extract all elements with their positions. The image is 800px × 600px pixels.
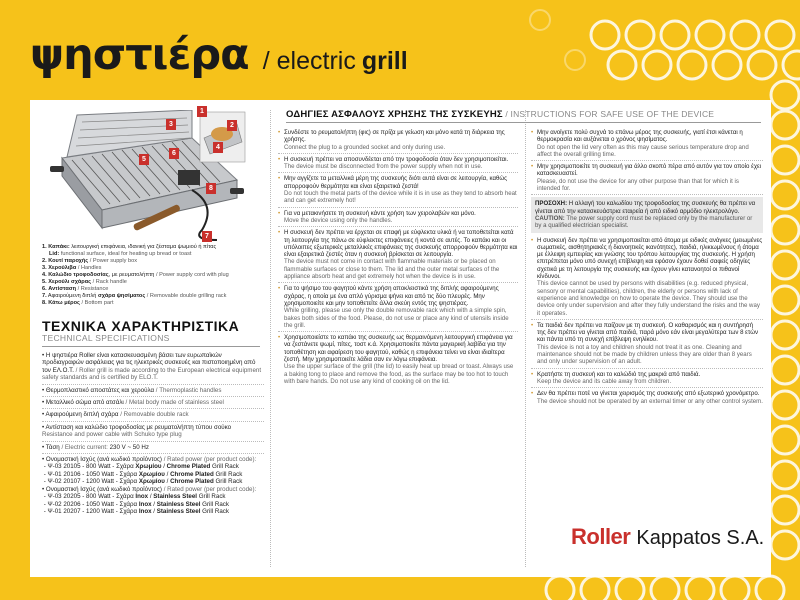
photo-number: 3 xyxy=(166,119,176,130)
specs-heading: ΤΕΧΝΙΚΑ ΧΑΡΑΚΤΗΡΙΣΤΙΚΑ xyxy=(42,318,240,334)
list-item: • Μην αγγίζετε τα μεταλλικά μέρη της συσκευής διότι αυτά είναι σε λειτουργία, καθώς απορροφούν θερμότητα και είναι εξαιρετικά ζεστά! Do not touch the metal parts of the device while it is in use as they tend to absorb heat and can get extremely hot! xyxy=(278,173,518,207)
list-item: • Μην ανοίγετε πολύ συχνά το επάνω μέρος της συσκευής, γιατί έτσι κάνεται η θερμοκρασία και αυξάνεται ο χρόνος ψησίματος. Do not open the lid very often as this may cause serious temperature drop and affect the overall grilling time. xyxy=(531,127,763,161)
list-item: • Για το ψήσιμο του φαγητού κάντε χρήση αποκλειστικά της διπλής αφαιρούμενης σχάρας, η οποία με ένα απλό γύρισμα ψήνει και από τις δύο πλευρές. Μην χρησιμοποιείτε και μην τοποθετείτε άλλα σκεύη εντός της ψηστιέρας. While grilling, please use only the double removable rack which with a simple spin, bakes both sides of the food. Please, do not use or place any kind of utensils inside the grill. xyxy=(278,283,518,332)
photo-number: 1 xyxy=(197,106,207,117)
parts-list xyxy=(42,244,264,307)
content-card xyxy=(30,100,771,577)
list-item: • Για να μετακινήσετε τη συσκευή κάντε χρήση των χειρολαβών και μόνο. Move the device using only the handles. xyxy=(278,208,518,228)
title-bold: grill xyxy=(361,47,408,75)
list-item: • Αντίσταση και καλώδιο τροφοδοσίας με ρευματολήπτη τύπου σούκο Resistance and power cable with Schuko type plug xyxy=(42,422,264,442)
list-item: 7. Αφαιρούμενη διπλή σχάρα ψησίματος / Removable double grilling rack xyxy=(42,293,227,299)
list-item: 4. Καλώδιο τροφοδοσίας, με ρευματολήπτη / Power supply cord with plug xyxy=(42,272,229,278)
list-item: 1. Καπάκι: λειτουργική επιφάνεια, ιδανική για ζέσταμα ψωμιού ή πίτας xyxy=(42,244,217,250)
list-item: 3. Χερούλιβα / Handles xyxy=(42,265,102,271)
list-item: • Θερμοπλαστικό αποστάτες και χερούλα / Thermoplastic handles xyxy=(42,385,264,397)
list-item: - Ψ-02 20206 - 1050 Watt - Σχάρα Inox / Stainless Steel Grill Rack xyxy=(43,500,229,508)
caution-box: ΠΡΟΣΟΧΗ: Η αλλαγή του καλωδίου της τροφοδοσίας της συσκευής θα πρέπει να γίνεται από την κατασκευάστρια εταιρεία ή από ειδικό αρμόδιο ηλεκτρολόγο. CAUTION: The power supply cord must be replaced only by the manufacturer or by a qualified electrician specialist. xyxy=(531,197,763,232)
list-item: • Αφαιρούμενη διπλή σχάρα / Removable double rack xyxy=(42,409,264,421)
list-item: • Η συσκευή δεν πρέπει να έρχεται σε επαφή με εύφλεκτα υλικά ή να τοποθετείται κατά τη λειτουργία της πάνω σε εύφλεκτες επιφάνειες ή κοντά σε αυτές. Το καπάκι και οι υπόλοιπες εξωτερικές μεταλλικές επιφάνειες της συσκευής απορροφούν θερμότητα και είναι εξαιρετικά ζεστές όταν η συσκευή βρίσκεται σε λειτουργία. The device must not come in contact with flammable materials or be placed on flammable surfaces or close to them. The lid and the outer metal surfaces of the appliance absorb heat and get extremely hot when the device is in use. xyxy=(278,227,518,283)
photo-number: 6 xyxy=(169,148,179,159)
list-item: 8. Κάτω μέρος / Bottom part xyxy=(42,300,114,306)
photo-number: 5 xyxy=(139,154,149,165)
list-item: - Ψ-02 20107 - 1200 Watt - Σχάρα Χρωμίου / Chrome Plated Grill Rack xyxy=(43,478,243,486)
list-item: • Τα παιδιά δεν πρέπει να παίζουν με τη συσκευή. Ο καθαρισμός και η συντήρησή της δεν πρέπει να γίνεται από παιδιά, παρά μόνο εάν είναι μεγαλύτερα των 8 ετών και πάντα υπό τη συνεχή επίβλεψη ενηλίκου. This device is not a toy and children should not treat it as one. Cleaning and maintenance should not be made by children unless they are older than 8 years and only under supervision of an adult. xyxy=(531,320,763,369)
models-chrome: • Ονομαστική Ισχύς (ανά κωδικό προϊόντος) / Rated power (per product code): - Ψ-03 20105 - 800 Watt - Σχάρα Χρωμίου / Chrome Plated Grill Rack - Ψ-01 20106 - 1050 Watt - Σχάρα Χρωμίου / Chrome Plated Grill Rack - Ψ-02 20107 - 1200 Watt - Σχάρα Χρωμίου / Chrome Plated Grill Rack • Ονομαστική Ισχύς (ανά κωδικό προϊόντος) / Rated power (per product code): - Ψ-03 20205 - 800 Watt - Σχάρα Inox / Stainless Steel Grill Rack - Ψ-02 20206 - 1050 Watt - Σχάρα Inox / Stainless Steel Grill Rack - Ψ-01 20207 - 1200 Watt - Σχάρα Inox / Stainless Steel Grill Rack xyxy=(42,454,264,515)
page-title xyxy=(30,30,408,80)
divider xyxy=(525,110,526,567)
list-item: - Ψ-01 20106 - 1050 Watt - Σχάρα Χρωμίου / Chrome Plated Grill Rack xyxy=(43,470,243,478)
safety-heading: ΟΔΗΓΙΕΣ ΑΣΦΑΛΟΥΣ ΧΡΗΣΗΣ ΤΗΣ ΣΥΣΚΕΥΗΣ / INSTRUCTIONS FOR SAFE USE OF THE DEVICE xyxy=(286,109,715,120)
product-photo xyxy=(42,110,247,245)
brand-logo xyxy=(571,524,764,550)
list-item: 5. Χερούλι σχάρας / Rack handle xyxy=(42,279,127,285)
list-item: • Κρατήστε τη συσκευή και το καλώδιό της μακριά από παιδιά. Keep the device and its cable away from children. xyxy=(531,369,763,389)
list-item: 6. Αντίσταση / Resistance xyxy=(42,286,109,292)
list-item: 2. Κουτί παροχής / Power supply box xyxy=(42,258,138,264)
list-item: Lid: functional surface, ideal for heating up bread or toast xyxy=(49,251,192,257)
title-english: electric xyxy=(276,47,356,75)
list-item: • Μην χρησιμοποιείτε τη συσκευή για άλλο σκοπό πέρα από αυτόν για τον οποίο έχει κατασκευαστεί. Please, do not use the device for any other purpose than that for which it is intended for. xyxy=(531,161,763,195)
safety-list-right xyxy=(531,127,763,407)
photo-number: 2 xyxy=(227,120,237,131)
divider xyxy=(286,122,761,123)
list-item: • Συνδέστε το ρευματολήπτη (φις) σε πρίζα με γείωση και μόνο κατά τη διάρκεια της χρήσης. Connect the plug to a grounded socket and only during use. xyxy=(278,127,518,154)
list-item: - Ψ-01 20207 - 1200 Watt - Σχάρα Inox / Stainless Steel Grill Rack xyxy=(43,507,229,515)
title-slash: / xyxy=(262,47,270,75)
divider xyxy=(42,346,260,347)
photo-number: 8 xyxy=(206,183,216,194)
list-item: • Μεταλλικό σώμα από ατσάλι / Metal body made of stainless steel xyxy=(42,397,264,409)
photo-number: 7 xyxy=(202,231,212,242)
company-name: Kappatos S.A. xyxy=(636,527,765,549)
specs-subheading: TECHNICAL SPECIFICATIONS xyxy=(42,333,170,343)
list-item: • Η ψηστιέρα Roller είναι κατασκευασμένη βάσει των ευρωπαϊκών προδιαγραφών ασφάλειας για τις ηλεκτρικές συσκευές και πιστοποιημένη από τον ΕΛ.Ο.Τ. / Roller grill is made according to the European electrical equipment safety standards and is certified by ELO.T. xyxy=(42,350,264,385)
list-item: • Χρησιμοποιείστε το καπάκι της συσκευής ως θερμαινόμενη λειτουργική επιφάνεια για να ζεστάνετε ψωμί, πίτες, τοστ κ.ά. Χρησιμοποιείτε πάντα μαγειρική λαβίδα για την τοποθέτηση και αφαίρεση του φαγητού, καθώς η επιφάνεια τείνει να είναι ιδιαίτερα ζεστή. Μην χρησιμοποιείτε λάδια σαν εν λόγω επιφάνεια. Use the upper surface of the grill (the lid) to easily heat up bread or toast. Always use a baking tong to place and remove the food, as the surface may be too hot to touch with bare hands. Do not use any kind of cooking oil on the lid. xyxy=(278,334,514,385)
title-greek: ψηστιέρα xyxy=(30,30,249,80)
list-item: • Τάση / Electric current: 230 V ~ 50 Hz xyxy=(42,442,264,454)
list-item: • Η συσκευή δεν πρέπει να χρησιμοποιείται από άτομα με ειδικές ανάγκες (μειωμένες σωματικές, αισθητηριακές ή διανοητικές ικανότητες), παιδιά, ηλικιωμένους ή άτομα με έλλειψη εμπειρίας και γνώσης του τρόπου λειτουργίας της συσκευής. Η χρήση επιτρέπεται μόνο υπό συνεχή επίβλεψη και εφόσον έχουν δοθεί σαφείς οδηγίες σχετικά με τη λειτουργία της συσκευής και έχουν γίνει κατανοητοί οι πιθανοί κίνδυνοι. This device cannot be used by persons with disabilities (e.g. reduced physical, sensory or mental capabilities), children, the elderly or persons with lack of experience and knowledge on how to operate the device. They should use the device only under supervision and after they fully understand the risks and the way it operates. xyxy=(531,235,763,320)
list-item: • Δεν θα πρέπει ποτέ να γίνεται χειρισμός της συσκευής από εξωτερικό χρονόμετρο. The device should not be operated by an external timer or any other control system. xyxy=(531,390,763,405)
list-item: - Ψ-03 20205 - 800 Watt - Σχάρα Inox / Stainless Steel Grill Rack xyxy=(43,493,226,501)
divider xyxy=(270,110,271,567)
list-item: • Η συσκευή πρέπει να αποσυνδέεται από την τροφοδοσία όταν δεν χρησιμοποιείται. The device must be disconnected from the power supply when not in use. xyxy=(278,154,518,174)
list-item: - Ψ-03 20105 - 800 Watt - Σχάρα Χρωμίου / Chrome Plated Grill Rack xyxy=(43,463,239,471)
photo-number: 4 xyxy=(213,142,223,153)
specs-list xyxy=(42,350,264,515)
safety-list-left xyxy=(278,127,518,387)
brand-name: Roller xyxy=(571,524,631,549)
